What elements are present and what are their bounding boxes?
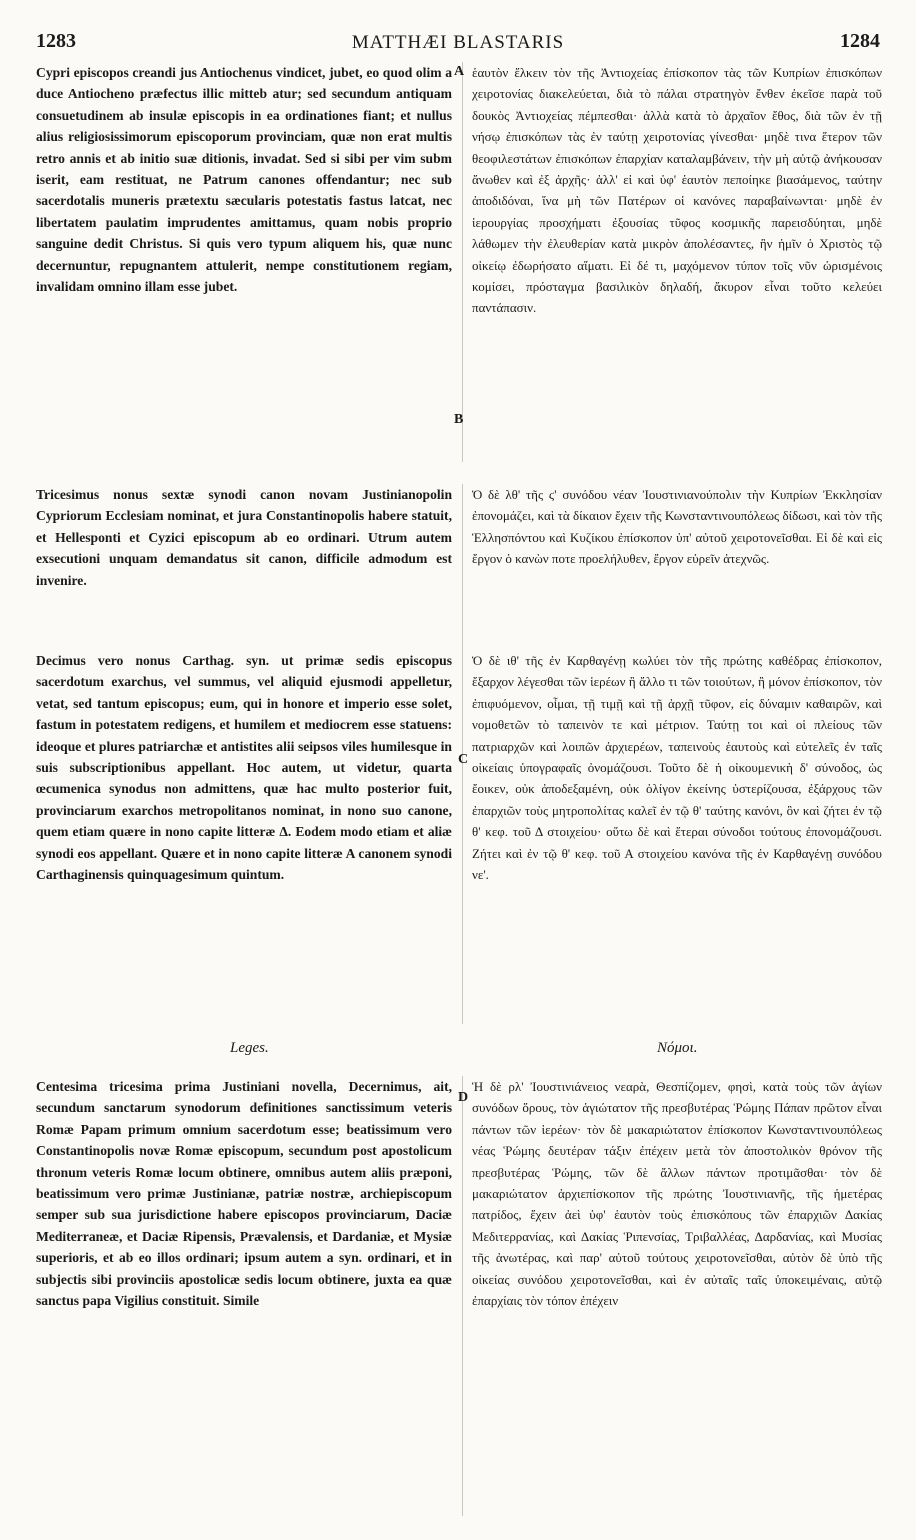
- margin-marker-d: D: [458, 1090, 469, 1105]
- greek-column-block-4: [472, 1076, 882, 1311]
- latin-column-block-2: [36, 484, 452, 591]
- greek-paragraph-2: Ὁ δὲ λθ' τῆς ϛ' συνόδου νέαν Ἰουστινιανούπολιν τὴν Κυπρίων Ἐκκλησίαν ἐπονομάζει, καὶ τὰ δίκαιον ἔχειν τῆς Κωνσταντινουπόλεως δίδωσι, καὶ τὸν τῆς Ἑλλησπόντου καὶ Κυζίκου ἐπίσκοπον ὑπ' αὐτοῦ χειροτονεῖσθαι. Εἰ δὲ καὶ εἰς ἔργον ὁ κανὼν ποτε προελήλυθεν, ἔργον εὑρεῖν ἀτεχνῶς.: [472, 487, 882, 567]
- latin-column-block-1: [36, 62, 452, 297]
- latin-column-block-3: [36, 650, 452, 885]
- latin-column-block-4: [36, 1076, 452, 1311]
- greek-paragraph-3: Ὁ δὲ ιθ' τῆς ἐν Καρθαγένῃ κωλύει τὸν τῆς πρώτης καθέδρας ἐπίσκοπον, ἔξαρχον λέγεσθαι τῶν ἱερέων ἢ ἄλλο τι τῶν τοιούτων, ἢ μόνον ἐπίσκοπον, τὸν ἐπιφυόμενον, οἶμαι, τῇ τιμῇ καὶ τῇ ἀρχῇ τῦφον, εἰς δύναμιν καθαιρῶν, καὶ νομοθετῶν τὸ ταπεινὸν τε καὶ μέτριον. Ταύτῃ τοι καὶ οἱ πλείους τῶν πατριαρχῶν καὶ λοιπῶν ἀρχιερέων, ταπεινοὺς ἑαυτοὺς καὶ εὐτελεῖς ἐν ταῖς οἰκείαις ὑπογραφαῖς ὀνομάζουσι. Τοῦτο δὲ ἡ οἰκουμενικὴ δ' σύνοδος, ὡς ἔοικεν, οὐκ ἀποδεξαμένη, οὐκ ὀλίγον ἐκείνης ὑστερίζουσα, ἐξάρχους τῶν ἐπαρχιῶν τοὺς μητροπολίτας καλεῖ ἐν τῷ θ' ταύτης κανόνι, ὃν καὶ ζήτει ἐν τῷ θ' κεφ. τοῦ Δ στοιχείου· οὕτω δὲ καὶ ἕτεραι σύνοδοι τούτους ἐπονομάζουσι. Ζήτει καὶ ἐν τῷ θ' κεφ. τοῦ Α στοιχείου κανόνα τῆς ἐν Καρθαγένῃ συνόδου νε'.: [472, 653, 882, 883]
- greek-paragraph-1: ἑαυτὸν ἕλκειν τὸν τῆς Ἀντιοχείας ἐπίσκοπον τὰς τῶν Κυπρίων ἐπισκόπων χειροτονίας διακελεύεται, διὰ τὸ πάλαι στρατηγὸν ἔνθεν ἐκεῖσε παρὰ τοῦ δουκὸς Ἀντιοχείας πέμπεσθαι· ἀλλὰ κατὰ τὸ ἀρχαῖον ἔθος, διὰ τῶν ἐν τῇ νήσῳ ἐπισκόπων τὰς ἐν ταύτῃ χειροτονίας γίνεσθαι· μηδὲ τινα ἕτερον τῶν θεοφιλεστάτων ἐπισκόπων ἐπαρχίαν καταλαμβάνειν, τὴν μὴ αὐτῷ ἀνήκουσαν ἄνωθεν καὶ ἐξ ἀρχῆς· ἀλλ' εἰ καὶ ὑφ' ἑαυτὸν πεποίηκε βιασάμενος, ταύτην ἀποδιδόναι, ἵνα μὴ τῶν Πατέρων οἱ κανόνες παραβαίνωνται· μηδὲ ἐν ἱερουργίας προσχήματι ἐξουσίας τῦφος κοσμικῆς παρεισδύηται, μηδὲ λάθωμεν τὴν ἐλευθερίαν κατὰ μικρὸν ἀπολέσαντες, ἣν ἡμῖν ὁ Χριστὸς τῷ οἰκείῳ ἐδωρήσατο αἵματι. Εἰ δέ τι, μαχόμενον τύπον τοῖς νῦν ὡρισμένοις κομίσει, πρόσταγμα βασιλικὸν δηλαδή, ἄκυρον εἶναι τοῦτο κελεύει παντάπασιν.: [472, 65, 882, 316]
- margin-marker-c: C: [458, 752, 469, 767]
- margin-marker-b: B: [454, 412, 464, 427]
- section-title-latin: Leges.: [230, 1040, 269, 1056]
- latin-paragraph-3: Decimus vero nonus Carthag. syn. ut primæ sedis episcopus sacerdotum exarchus, vel summus, vel aliquid ejusmodi appelletur, vetat, sed tantum episcopus; eum, qui in honore et imperio esse solet, fastum in potestatem redigens, et humilem et mediocrem esse statuens: ideoque et plures patriarchæ et antistites alii seipsos viles humilesque in suis subscriptionibus appellant. Hoc autem, ut videtur, quarta œcumenica synodus non admittens, quæ hac multo posterior fuit, provinciarum exarchos metropolitanos nominat, in nono suo canone, quem etiam quære in nono capite litteræ Δ. Eodem modo etiam et aliæ synodi eos appellant. Quære et in nono capite litteræ A canonem synodi Carthaginensis quinquagesimum quintum.: [36, 653, 452, 883]
- section-title-greek: Νόμοι.: [657, 1040, 698, 1056]
- greek-column-block-3: [472, 650, 882, 885]
- page-number-left: 1283: [36, 30, 76, 52]
- running-head-title: MATTHÆI BLASTARIS: [351, 32, 565, 53]
- page-number-right: 1284: [840, 30, 880, 52]
- margin-marker-a: A: [454, 64, 465, 79]
- column-divider: [462, 1076, 463, 1516]
- latin-paragraph-2: Tricesimus nonus sextæ synodi canon novam Justinianopolin Cypriorum Ecclesiam nominat, et jura Constantinopolis habere statuit, et Hellesponti et Cyzici episcopum ab eo ordinari. Utrum autem exsecutioni unquam demandatus sit canon, difficile admodum est invenire.: [36, 487, 452, 588]
- greek-paragraph-4: Ἡ δὲ ρλ' Ἰουστινιάνειος νεαρὰ, Θεσπίζομεν, φησὶ, κατὰ τοὺς τῶν ἁγίων συνόδων ὅρους, τὸν ἁγιώτατον τῆς πρεσβυτέρας Ῥώμης Πάπαν πρῶτον εἶναι πάντων τῶν ἱερέων· τὸν δὲ μακαριώτατον ἐπίσκοπον Κωνσταντινουπόλεως νέας Ῥώμης δευτέραν τάξιν ἐπέχειν μετὰ τὸν ἀποστολικὸν θρόνον τῆς πρεσβυτέρας Ῥώμης, τῶν δὲ ἄλλων πάντων προτιμᾶσθαι· τὸν δὲ μακαριώτατον ἀρχιεπίσκοπον τῆς πρώτης Ἰουστινιανῆς, τῆς ἡμετέρας πατρίδος, ἔχειν ἀεὶ ὑφ' ἑαυτὸν τοὺς ἐπισκόπους τῶν ἐπαρχιῶν Δακίας Μεδιτερρανίας, καὶ Δακίας Ῥιπενσίας, Τριβαλλέας, Δαρδανίας, καὶ Μυσίας τῆς ἀνωτέρας, καὶ παρ' αὐτοῦ τούτους χειροτονεῖσθαι, αὐτὸν δὲ ὑπὸ τῆς οἰκείας συνόδου χειροτονεῖσθαι, καὶ ἐν αὐταῖς ταῖς ὑποκειμέναις, αὐτῷ ἐπαρχίαις τὸν τόπον ἐπέχειν: [472, 1079, 882, 1309]
- column-divider: [462, 62, 463, 462]
- greek-column-block-2: [472, 484, 882, 570]
- greek-column-block-1: [472, 62, 882, 319]
- latin-paragraph-1: Cypri episcopos creandi jus Antiochenus vindicet, jubet, eo quod olim a duce Antiocheno præfectus illic mitteb atur; sed secundum antiquam consuetudinem ab insulæ episcopis in ea ordinationes fiant; et nullus alius religiosissimorum episcoporum provinciam, quæ non erat multis retro annis et ab initio suæ ditionis, invadat. Sed si sibi per vim subm iserit, eam restituat, ne Patrum canones offendantur; nec sub sacerdotalis muneris prætextu sæcularis potestatis fastus latcat, nec libertatem paulatim imprudentes amittamus, quam nobis proprio sanguine dedit Christus. Si quis vero typum aliquem his, quæ nunc decernuntur, repugnantem attulerit, nempe constitutionem regiam, invalidam omnino illam esse jubet.: [36, 65, 452, 295]
- page-header: [36, 30, 880, 58]
- latin-paragraph-4: Centesima tricesima prima Justiniani novella, Decernimus, ait, secundum sanctarum synodorum definitiones sanctissimum veteris Romæ Papam primum omnium sacerdotum esse; beatissimum vero Constantinopolis novæ Romæ episcopum, secundum post apostolicum thronum veteris Romæ locum obtinere, omnibus autem aliis præponi, beatissimum vero primæ Justinianæ, patriæ nostræ, archiepiscopum semper sub sua jurisdictione habere episcopos provinciarum, Daciæ Mediterraneæ, et Daciæ Ripensis, Prævalensis, et Dardaniæ, et Mysiæ superioris, et ab eo illos ordinari; ipsum autem a syn. ordinari, et in subjectis sibi provinciis apostolicæ sedis locum obtinere, juxta ea quæ sanctus papa Vigilius constituit. Simile: [36, 1079, 452, 1309]
